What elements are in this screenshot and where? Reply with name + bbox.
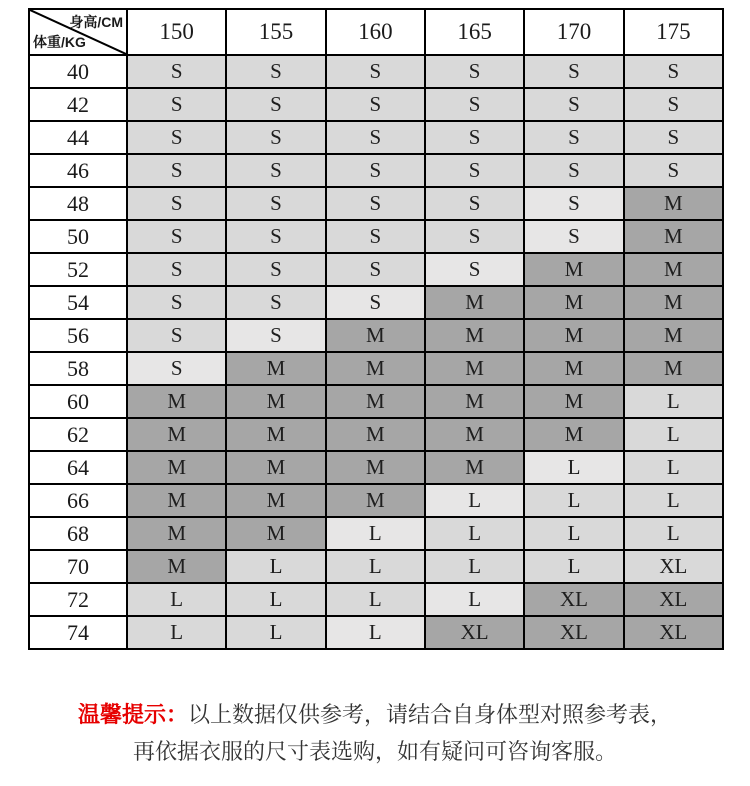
size-cell: M [425,352,524,385]
height-column-header: 160 [326,9,425,55]
size-cell: S [425,154,524,187]
size-cell: S [425,55,524,88]
size-cell: XL [425,616,524,649]
size-cell: M [425,286,524,319]
height-column-header: 165 [425,9,524,55]
weight-axis-label: 体重/KG [33,34,86,50]
size-cell: M [226,352,325,385]
table-row [29,88,723,121]
weight-cell: 64 [29,451,127,484]
weight-cell: 66 [29,484,127,517]
table-row [29,517,723,550]
size-cell: S [127,286,226,319]
size-cell: S [127,88,226,121]
weight-cell: 56 [29,319,127,352]
size-cell: S [624,154,723,187]
size-cell: L [226,583,325,616]
size-cell: S [226,55,325,88]
size-cell: S [326,88,425,121]
weight-cell: 44 [29,121,127,154]
table-row [29,121,723,154]
size-cell: S [326,220,425,253]
size-cell: S [226,121,325,154]
size-cell: XL [524,583,623,616]
size-cell: M [127,484,226,517]
size-cell: S [326,154,425,187]
height-axis-label: 身高/CM [69,14,123,30]
size-cell: S [127,55,226,88]
size-cell: M [425,451,524,484]
size-cell: S [226,154,325,187]
size-cell: M [226,418,325,451]
table-row [29,319,723,352]
notice-line-2: 再依据衣服的尺寸表选购，如有疑问可咨询客服。 [132,739,617,764]
size-cell: M [226,484,325,517]
notice-label: 温馨提示： [77,702,188,727]
size-cell: M [624,253,723,286]
size-cell: S [127,319,226,352]
size-cell: S [524,55,623,88]
size-cell: S [624,88,723,121]
size-cell: M [624,220,723,253]
size-cell: L [624,418,723,451]
size-cell: M [127,418,226,451]
size-cell: S [425,88,524,121]
size-cell: M [524,352,623,385]
size-cell: L [425,484,524,517]
size-cell: M [524,253,623,286]
size-cell: L [425,550,524,583]
weight-cell: 58 [29,352,127,385]
size-cell: L [624,484,723,517]
size-cell: M [326,451,425,484]
height-column-header: 150 [127,9,226,55]
table-row [29,220,723,253]
corner-cell [29,9,127,55]
size-cell: S [425,220,524,253]
size-cell: S [326,253,425,286]
table-row [29,550,723,583]
weight-cell: 68 [29,517,127,550]
notice-line-1 [0,696,750,733]
size-cell: S [127,187,226,220]
size-cell: M [524,385,623,418]
size-cell: L [326,517,425,550]
size-cell: S [326,187,425,220]
table-row [29,418,723,451]
size-cell: S [624,55,723,88]
size-cell: XL [624,616,723,649]
size-cell: L [524,484,623,517]
size-cell: M [127,550,226,583]
weight-cell: 74 [29,616,127,649]
size-cell: M [326,418,425,451]
table-row [29,451,723,484]
size-cell: S [127,253,226,286]
weight-cell: 70 [29,550,127,583]
size-cell: L [524,550,623,583]
size-cell: M [226,385,325,418]
notice-text-1: 以上数据仅供参考，请结合自身体型对照参考表， [188,702,673,727]
size-cell: S [226,319,325,352]
size-cell: M [624,187,723,220]
size-cell: M [226,517,325,550]
weight-cell: 46 [29,154,127,187]
size-cell: M [326,484,425,517]
size-chart-table [28,8,724,650]
size-cell: M [226,451,325,484]
size-cell: S [226,187,325,220]
table-row [29,484,723,517]
size-cell: L [624,385,723,418]
size-cell: L [326,616,425,649]
size-cell: S [127,154,226,187]
size-cell: S [524,154,623,187]
size-cell: M [624,319,723,352]
size-cell: M [127,385,226,418]
height-column-header: 175 [624,9,723,55]
table-row [29,583,723,616]
size-cell: L [524,517,623,550]
size-cell: S [226,253,325,286]
weight-cell: 62 [29,418,127,451]
size-cell: XL [624,550,723,583]
size-cell: S [425,121,524,154]
size-cell: S [524,187,623,220]
size-cell: S [425,187,524,220]
height-column-header: 170 [524,9,623,55]
size-cell: M [624,352,723,385]
size-cell: L [226,616,325,649]
size-cell: M [326,385,425,418]
size-cell: L [326,583,425,616]
size-cell: S [226,286,325,319]
size-cell: M [425,418,524,451]
size-cell: M [425,385,524,418]
size-cell: S [524,220,623,253]
size-cell: S [425,253,524,286]
height-column-header: 155 [226,9,325,55]
size-cell: M [624,286,723,319]
size-cell: S [226,220,325,253]
size-cell: M [524,418,623,451]
table-row [29,154,723,187]
size-cell: L [624,451,723,484]
size-cell: S [326,55,425,88]
size-cell: S [127,220,226,253]
size-cell: L [425,517,524,550]
table-row [29,616,723,649]
weight-cell: 50 [29,220,127,253]
table-row [29,253,723,286]
size-cell: M [425,319,524,352]
size-cell: S [326,286,425,319]
weight-cell: 72 [29,583,127,616]
notice [0,696,750,770]
size-cell: M [127,517,226,550]
size-cell: L [127,583,226,616]
size-cell: L [425,583,524,616]
size-cell: L [326,550,425,583]
size-cell: M [524,319,623,352]
weight-cell: 42 [29,88,127,121]
weight-cell: 48 [29,187,127,220]
size-cell: XL [624,583,723,616]
size-cell: S [524,121,623,154]
size-cell: S [524,88,623,121]
size-cell: S [624,121,723,154]
table-row [29,385,723,418]
table-row [29,352,723,385]
size-cell: L [127,616,226,649]
header-row [29,9,723,55]
size-cell: M [127,451,226,484]
table-row [29,55,723,88]
size-cell: L [226,550,325,583]
size-cell: S [127,352,226,385]
size-cell: L [524,451,623,484]
size-cell: M [524,286,623,319]
weight-cell: 54 [29,286,127,319]
corner-cell-inner [30,10,126,54]
weight-cell: 52 [29,253,127,286]
size-cell: XL [524,616,623,649]
table-row [29,286,723,319]
weight-cell: 40 [29,55,127,88]
size-cell: S [226,88,325,121]
size-cell: S [127,121,226,154]
weight-cell: 60 [29,385,127,418]
size-cell: L [624,517,723,550]
size-cell: S [326,121,425,154]
table-row [29,187,723,220]
size-cell: M [326,352,425,385]
size-cell: M [326,319,425,352]
